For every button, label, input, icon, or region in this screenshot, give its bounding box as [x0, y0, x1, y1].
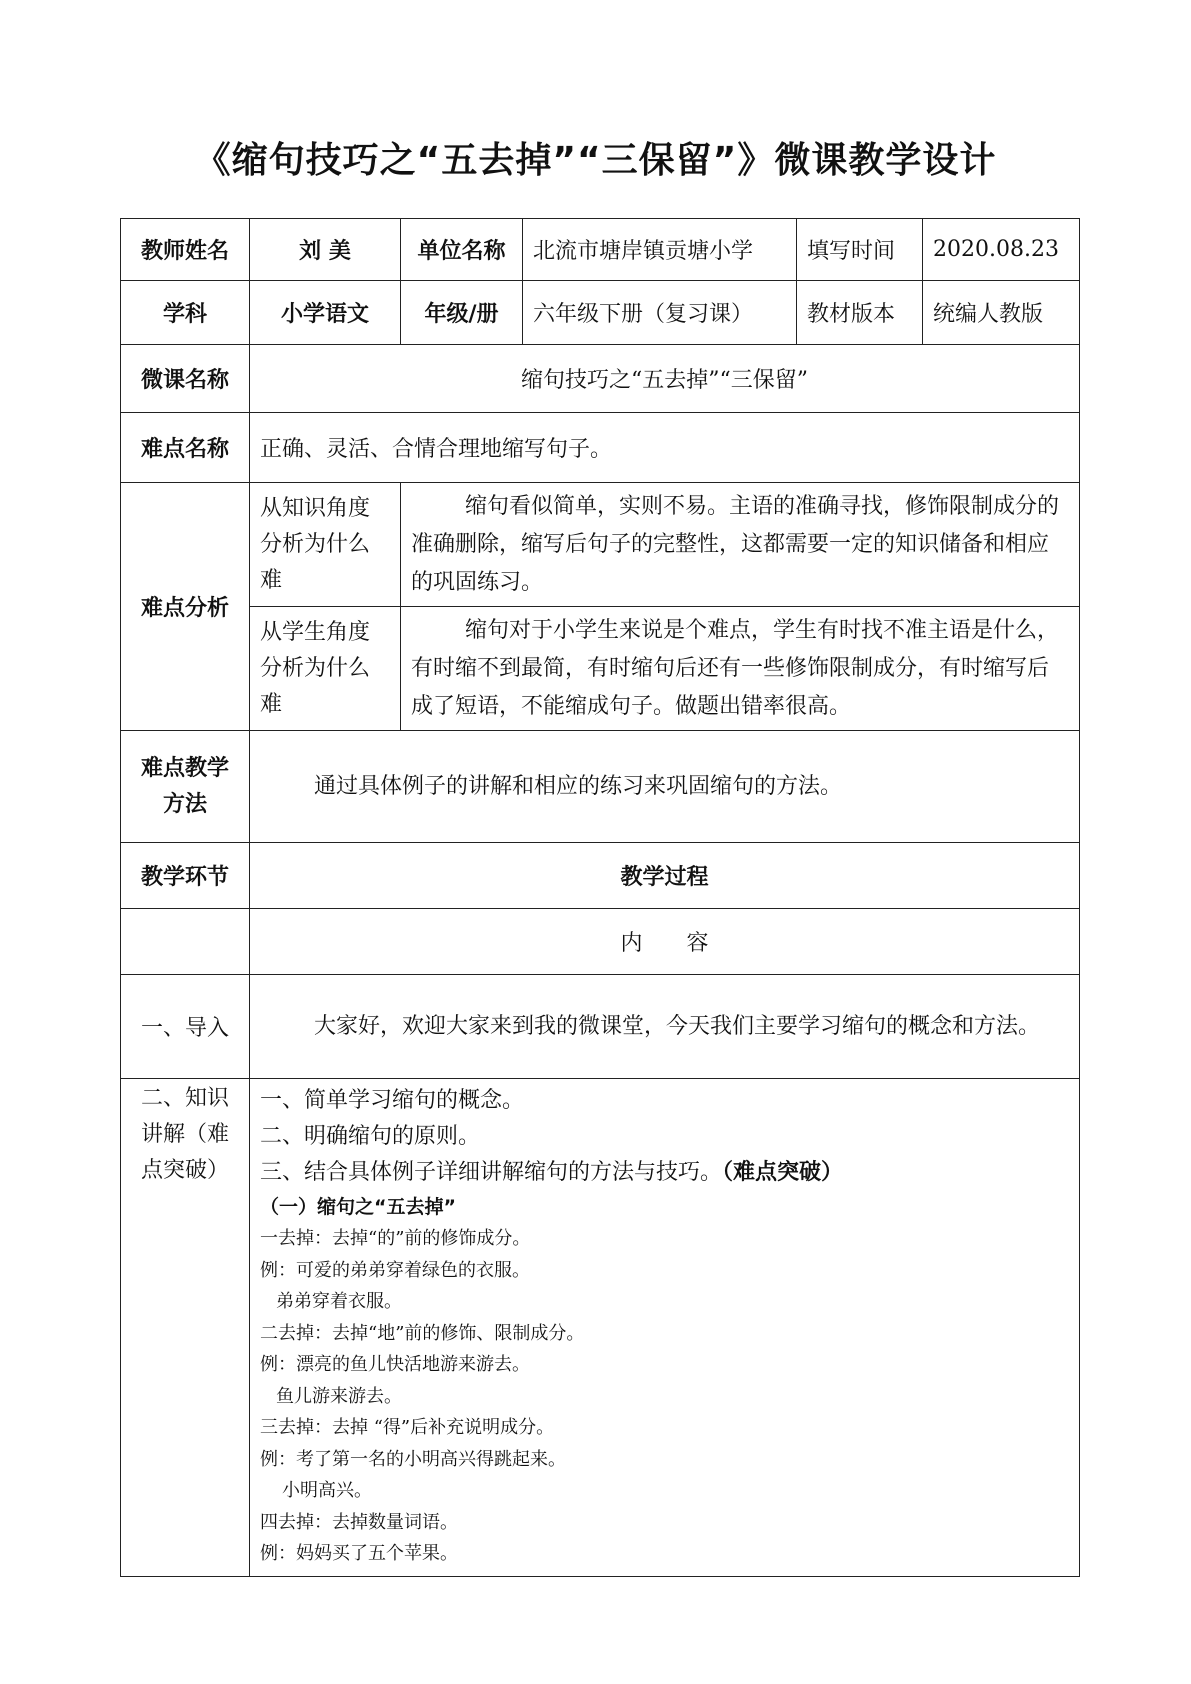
knowledge-angle-text: 缩句看似简单，实则不易。主语的准确寻找，修饰限制成分的准确删除，缩写后句子的完整性，这都需要一定的知识储备和相应的巩固练习。	[401, 483, 1080, 607]
content-header-row	[121, 909, 1080, 975]
method-value: 通过具体例子的讲解和相应的练习来巩固缩句的方法。	[250, 731, 1080, 843]
course-row	[121, 345, 1080, 413]
analysis-row-student	[121, 607, 1080, 731]
content-label: 内 容	[250, 909, 1080, 975]
line-5: 例：漂亮的鱼儿快活地游来游去。	[260, 1354, 530, 1375]
intro-label: 一、导入	[121, 975, 250, 1079]
student-angle-label: 从学生角度分析为什么难	[250, 607, 401, 731]
line-9: 小明高兴。	[282, 1480, 372, 1501]
analysis-label: 难点分析	[121, 483, 250, 731]
stage-label: 教学环节	[121, 843, 250, 909]
line-8: 例：考了第一名的小明高兴得跳起来。	[260, 1448, 566, 1470]
analysis-row-knowledge	[121, 483, 1080, 607]
line-1: 一去掉：去掉“的”前的修饰成分。	[260, 1228, 531, 1249]
method-label: 难点教学方法	[121, 731, 250, 843]
line-6: 鱼儿游来游去。	[276, 1385, 402, 1407]
difficulty-label: 难点名称	[121, 413, 250, 483]
line-4: 二去掉：去掉“地”前的修饰、限制成分。	[260, 1322, 585, 1344]
intro-text: 大家好，欢迎大家来到我的微课堂，今天我们主要学习缩句的概念和方法。	[250, 975, 1080, 1079]
info-row-1	[121, 219, 1080, 281]
knowledge-section-label: 二、知识讲解（难点突破）	[121, 1079, 250, 1577]
grade-label: 年级/册	[401, 281, 523, 345]
grade-value: 六年级下册（复习课）	[523, 281, 797, 345]
point-3-emphasis: （难点突破）	[722, 1160, 844, 1185]
line-11: 例：妈妈买了五个苹果。	[260, 1543, 458, 1564]
edition-label: 教材版本	[797, 281, 923, 345]
teacher-name: 刘 美	[250, 219, 401, 281]
difficulty-value: 正确、灵活、合情合理地缩写句子。	[250, 413, 1080, 483]
knowledge-content	[250, 1079, 1080, 1577]
line-10: 四去掉：去掉数量词语。	[260, 1511, 458, 1533]
point-3-text: 三、结合具体例子详细讲解缩句的方法与技巧。	[260, 1160, 723, 1185]
course-name: 缩句技巧之“五去掉”“三保留”	[250, 345, 1080, 413]
point-3	[260, 1155, 1069, 1191]
empty-cell	[121, 909, 250, 975]
info-row-2	[121, 281, 1080, 345]
knowledge-row	[121, 1079, 1080, 1577]
process-header-row	[121, 843, 1080, 909]
method-row	[121, 731, 1080, 843]
line-7: 三去掉：去掉 “得”后补充说明成分。	[260, 1417, 555, 1438]
knowledge-angle-label: 从知识角度分析为什么难	[250, 483, 401, 607]
edition-value: 统编人教版	[923, 281, 1080, 345]
date-value: 2020.08.23	[923, 219, 1080, 281]
line-3: 弟弟穿着衣服。	[276, 1291, 402, 1312]
lesson-design-table	[120, 218, 1080, 1577]
document-title: 《缩句技巧之“五去掉”“三保留”》微课教学设计	[194, 140, 997, 181]
difficulty-row	[121, 413, 1080, 483]
course-label: 微课名称	[121, 345, 250, 413]
intro-row	[121, 975, 1080, 1079]
date-label: 填写时间	[797, 219, 923, 281]
point-2: 二、明确缩句的原则。	[260, 1124, 481, 1149]
student-angle-text: 缩句对于小学生来说是个难点，学生有时找不准主语是什么，有时缩不到最简，有时缩句后还有一些修饰限制成分，有时缩写后成了短语，不能缩成句子。做题出错率很高。	[401, 607, 1080, 731]
point-1: 一、简单学习缩句的概念。	[260, 1088, 525, 1113]
line-2: 例：可爱的弟弟穿着绿色的衣服。	[260, 1259, 530, 1281]
subject-label: 学科	[121, 281, 250, 345]
process-label: 教学过程	[250, 843, 1080, 909]
teacher-label: 教师姓名	[121, 219, 250, 281]
subject-value: 小学语文	[250, 281, 401, 345]
sub-heading: （一）缩句之“五去掉”	[260, 1196, 456, 1218]
unit-name: 北流市塘岸镇贡塘小学	[523, 219, 797, 281]
unit-label: 单位名称	[401, 219, 523, 281]
